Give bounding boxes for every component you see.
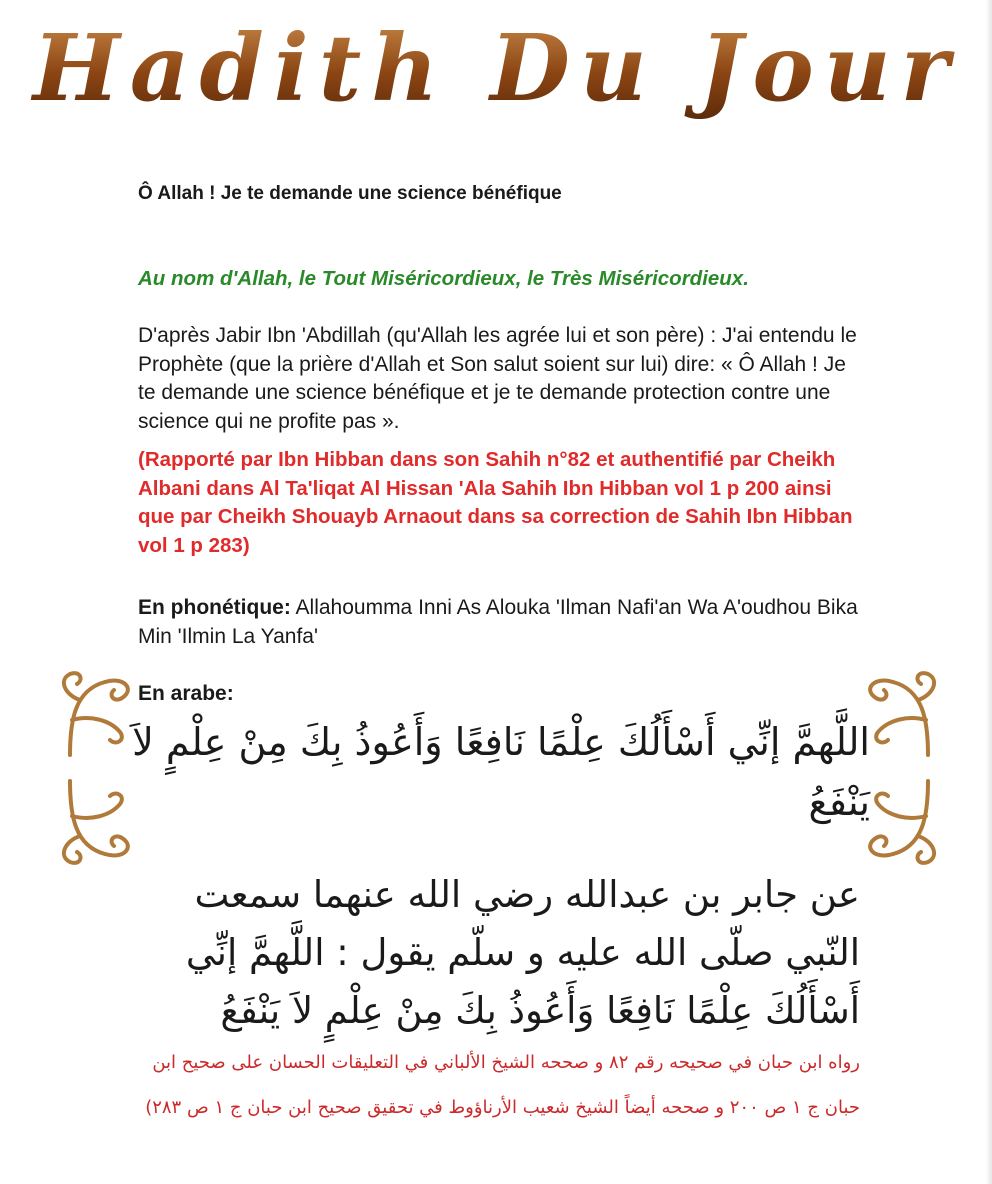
arabic-hadith: عن جابر بن عبدالله رضي الله عنهما سمعت النّبي صلّى الله عليه و سلّم يقول : اللَّهمَّ إنِّي أَسْأَلُكَ عِلْمًا نَافِعًا وَأَعُوذُ بِكَ مِنْ عِلْمٍ لاَ يَنْفَعُ xyxy=(185,873,860,1032)
hadith-subject: Ô Allah ! Je te demande une science bénéfique xyxy=(138,183,562,204)
page-edge-shadow xyxy=(986,0,992,1184)
arabic-dua: اللَّهمَّ إنِّي أَسْأَلُكَ عِلْمًا نَافِعًا وَأَعُوذُ بِكَ مِنْ عِلْمٍ لاَ يَنْفَعُ xyxy=(132,720,870,824)
phonetic-text: Allahoumma Inni As Alouka 'Ilman Nafi'an Wa A'oudhou Bika Min 'Ilmin La Yanfa' xyxy=(138,596,858,648)
ornament-flourish-icon xyxy=(858,660,948,760)
hadith-narration: D'après Jabir Ibn 'Abdillah (qu'Allah les agrée lui et son père) : J'ai entendu le Prophète (que la prière d'Allah et Son salut soient sur lui) dire: « Ô Allah ! Je te demande une science bénéfique et je te demande protection contre une science qui ne profite pas ». xyxy=(138,324,857,433)
page-header xyxy=(0,8,992,138)
hadith-reference: (Rapporté par Ibn Hibban dans son Sahih n°82 et authentifié par Cheikh Albani dans Al Ta'liqat Al Hissan 'Ala Sahih Ibn Hibban vol 1 p 200 ainsi que par Cheikh Shouayb Arnaout dans sa correction de Sahih Ibn Hibban vol 1 p 283) xyxy=(138,448,853,557)
phonetic-section xyxy=(138,594,858,651)
page-title: Hadith Du Jour xyxy=(32,14,960,122)
title-graphic xyxy=(0,8,992,138)
ornament-flourish-icon xyxy=(858,776,948,876)
basmala-line: Au nom d'Allah, le Tout Miséricordieux, le Très Miséricordieux. xyxy=(138,267,749,290)
arabic-source-reference: رواه ابن حبان في صحيحه رقم ٨٢ و صححه الشيخ الألباني في التعليقات الحسان على صحيح ابن حبان ج ١ ص ٢٠٠ و صححه أيضاً الشيخ شعيب الأرناؤوط في تحقيق صحيح ابن حبان ج ١ ص ٢٨٣) xyxy=(145,1052,860,1118)
arabic-label: En arabe: xyxy=(138,682,234,705)
phonetic-label: En phonétique: xyxy=(138,596,291,619)
